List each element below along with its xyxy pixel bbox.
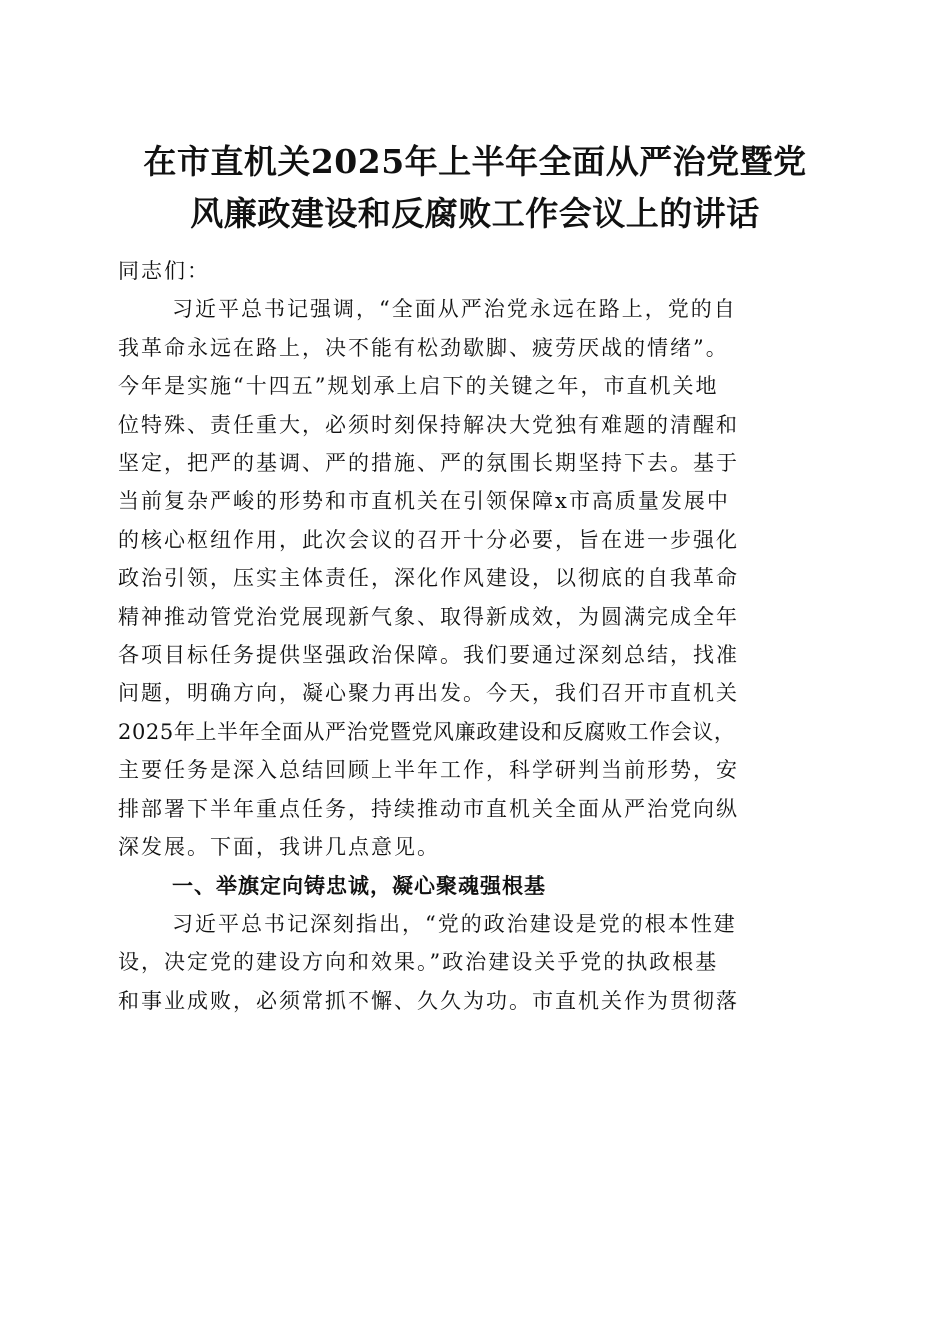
paragraph-line: 的核心枢纽作用，此次会议的召开十分必要，旨在进一步强化: [118, 527, 739, 552]
paragraph-line: 位特殊、责任重大，必须时刻保持解决大党独有难题的清醒和: [118, 412, 739, 437]
paragraph-line: 深发展。下面，我讲几点意见。: [118, 835, 440, 860]
paragraph-line: 政治引领，压实主体责任，深化作风建设，以彻底的自我革命: [118, 566, 739, 591]
document-title: [90, 136, 860, 240]
paragraph-line: 设，决定党的建设方向和效果。”政治建设关乎党的执政根基: [118, 950, 719, 975]
paragraph-line: 和事业成败，必须常抓不懈、久久为功。市直机关作为贯彻落: [118, 988, 739, 1013]
section-heading: 一、举旗定向铸忠诚，凝心聚魂强根基: [172, 873, 546, 898]
paragraph-line: 当前复杂严峻的形势和市直机关在引领保障x市高质量发展中: [118, 489, 730, 514]
paragraph-line: 排部署下半年重点任务，持续推动市直机关全面从严治党向纵: [118, 796, 739, 821]
document-body: [118, 252, 838, 1020]
paragraph-line: 主要任务是深入总结回顾上半年工作，科学研判当前形势，安: [118, 758, 739, 783]
title-line: 风廉政建设和反腐败工作会议上的讲话: [190, 194, 760, 233]
paragraph-line: 问题，明确方向，凝心聚力再出发。今天，我们召开市直机关: [118, 681, 739, 706]
paragraph-line: 习近平总书记强调，“全面从严治党永远在路上，党的自: [172, 297, 737, 322]
paragraph-line: 坚定，把严的基调、严的措施、严的氛围长期坚持下去。基于: [118, 451, 739, 476]
paragraph-line: 精神推动管党治党展现新气象、取得新成效，为圆满完成全年: [118, 604, 739, 629]
paragraph-line: 今年是实施“十四五”规划承上启下的关键之年，市直机关地: [118, 374, 719, 399]
paragraph-line: 习近平总书记深刻指出，“党的政治建设是党的根本性建: [172, 911, 737, 936]
salutation: 同志们：: [118, 259, 210, 283]
title-line: 在市直机关2025年上半年全面从严治党暨党: [143, 142, 807, 181]
paragraph-line: 2025年上半年全面从严治党暨党风廉政建设和反腐败工作会议，: [118, 719, 736, 744]
paragraph-line: 各项目标任务提供坚强政治保障。我们要通过深刻总结，找准: [118, 643, 739, 668]
paragraph-line: 我革命永远在路上，决不能有松劲歇脚、疲劳厌战的情绪”。: [118, 335, 729, 360]
